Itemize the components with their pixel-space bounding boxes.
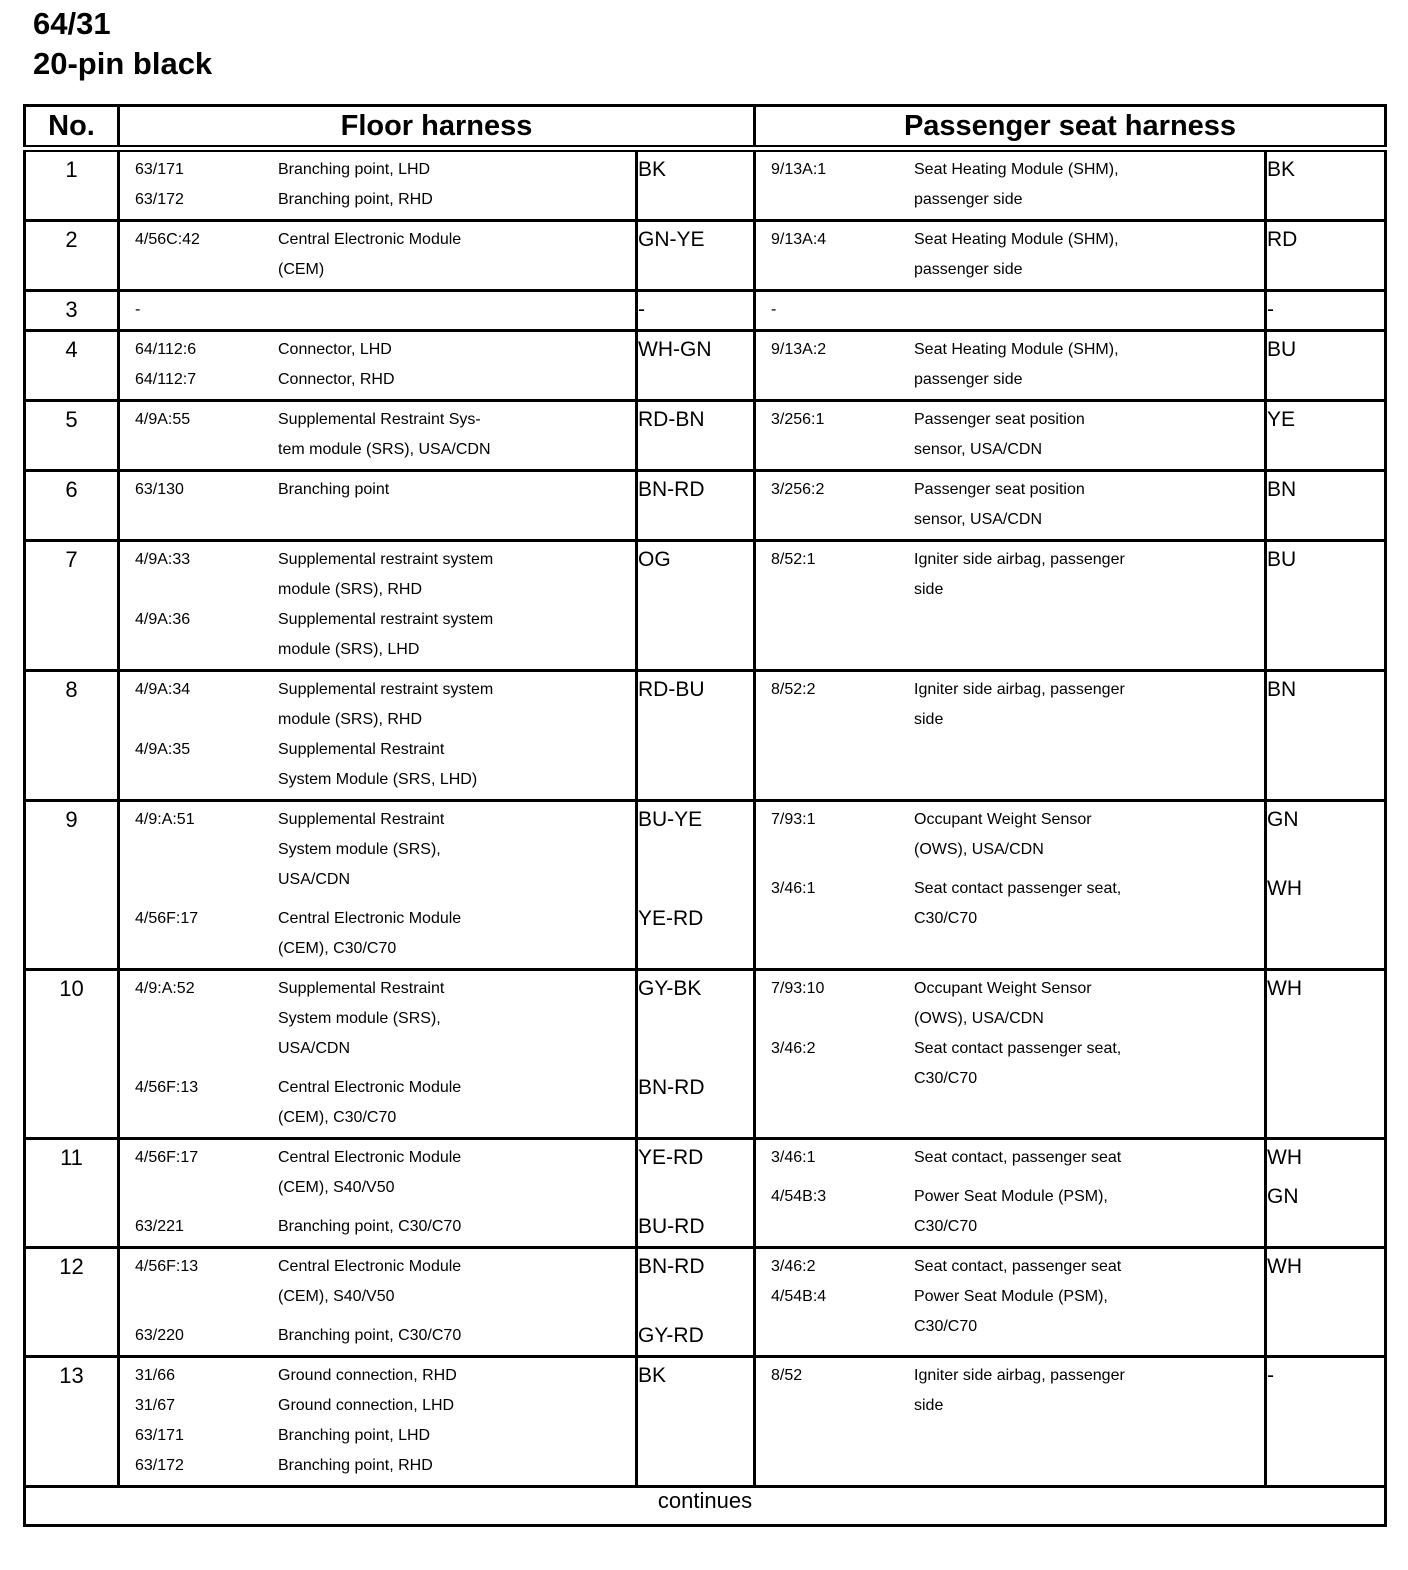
connection-description: Supplemental Restraint System module (SRS), USA/CDN <box>278 980 445 1057</box>
connection-description: Seat Heating Module (SHM), passenger side <box>914 341 1119 388</box>
table-header-row <box>25 106 1386 149</box>
table-row <box>25 221 1386 291</box>
table-row <box>25 671 1386 801</box>
connection-description: Supplemental restraint system module (SRS), RHD <box>278 551 494 598</box>
connector-reference: 3/46:2 <box>771 1040 816 1057</box>
connection-entry <box>135 1421 635 1451</box>
connection-entry <box>771 805 1264 865</box>
connector-reference: 63/171 <box>135 161 184 178</box>
wire-color: BN-RD <box>638 1255 705 1278</box>
connection-description: Connector, RHD <box>278 371 395 388</box>
connection-description: Supplemental restraint system module (SRS), LHD <box>278 611 494 658</box>
connection-entry <box>771 335 1264 395</box>
wire-color: BN <box>1267 478 1297 501</box>
seat-harness-wire-colors <box>1266 401 1386 471</box>
connector-reference: 8/52 <box>771 1367 803 1384</box>
connection-entry <box>771 225 1264 285</box>
floor-harness-connections <box>119 221 637 291</box>
header-passenger-seat-harness: Passenger seat harness <box>755 106 1386 149</box>
connection-entry <box>135 1451 635 1481</box>
floor-harness-wire-colors <box>637 671 755 801</box>
pin-number-text: 13 <box>59 1363 84 1388</box>
pin-number-text: 12 <box>59 1254 84 1279</box>
connector-reference: 3/46:2 <box>771 1258 816 1275</box>
connector-reference: 4/9A:36 <box>135 611 191 628</box>
seat-harness-connections <box>755 1139 1266 1248</box>
seat-harness-wire-colors <box>1266 1248 1386 1357</box>
pin-number <box>25 1139 119 1248</box>
wire-color: GY-BK <box>638 977 702 1000</box>
connection-entry <box>135 1252 635 1312</box>
connector-heading <box>33 4 212 84</box>
connection-entry <box>135 1321 635 1351</box>
connector-reference: 8/52:1 <box>771 551 816 568</box>
connector-type: 20-pin black <box>33 46 213 81</box>
connection-entry <box>135 545 635 605</box>
seat-harness-wire-colors <box>1266 801 1386 970</box>
connector-reference: 4/56C:42 <box>135 231 200 248</box>
wire-color: YE <box>1267 408 1296 431</box>
connection-description: Supplemental Restraint System module (SRS), USA/CDN <box>278 811 445 888</box>
wire-color: BK <box>638 1364 667 1387</box>
connection-description: Seat Heating Module (SHM), passenger side <box>914 231 1119 278</box>
connection-description: Branching point, C30/C70 <box>278 1218 462 1235</box>
connection-description: Seat contact, passenger seat <box>914 1258 1122 1275</box>
connector-reference: 3/256:2 <box>771 481 825 498</box>
table-row <box>25 801 1386 970</box>
connection-entry <box>135 675 635 735</box>
wire-color: WH <box>1267 877 1302 900</box>
floor-harness-wire-colors <box>637 541 755 671</box>
floor-harness-connections <box>119 401 637 471</box>
floor-harness-wire-colors <box>637 221 755 291</box>
wire-color: RD-BU <box>638 678 705 701</box>
connection-entry <box>135 904 635 964</box>
wire-color: - <box>1267 1364 1274 1387</box>
floor-harness-connections <box>119 471 637 541</box>
seat-harness-connections <box>755 149 1266 221</box>
connection-entry <box>135 365 635 395</box>
connector-reference: 4/9A:33 <box>135 551 191 568</box>
connection-entry <box>135 185 635 215</box>
connection-entry <box>135 1143 635 1203</box>
connection-entry <box>135 1212 635 1242</box>
pin-number <box>25 671 119 801</box>
connection-entry <box>771 974 1264 1034</box>
wire-color: GN-YE <box>638 228 705 251</box>
connection-entry <box>135 605 635 665</box>
floor-harness-connections <box>119 671 637 801</box>
connector-reference: 63/221 <box>135 1218 184 1235</box>
connection-description: Igniter side airbag, passenger side <box>914 551 1125 598</box>
connector-reference: 7/93:1 <box>771 811 816 828</box>
connection-description: Branching point, LHD <box>278 161 431 178</box>
seat-harness-connections <box>755 1357 1266 1487</box>
connection-description: Ground connection, RHD <box>278 1367 457 1384</box>
connector-reference: 63/220 <box>135 1327 184 1344</box>
connection-description: Passenger seat position sensor, USA/CDN <box>914 411 1085 458</box>
connector-reference: 4/56F:13 <box>135 1258 199 1275</box>
seat-harness-wire-colors <box>1266 970 1386 1139</box>
connection-entry <box>135 974 635 1064</box>
connection-entry <box>771 295 1264 325</box>
pin-number-text: 1 <box>65 157 78 182</box>
wire-color: YE-RD <box>638 1146 704 1169</box>
connection-description: Occupant Weight Sensor (OWS), USA/CDN <box>914 811 1092 858</box>
seat-harness-connections <box>755 671 1266 801</box>
connection-entry <box>771 405 1264 465</box>
seat-harness-wire-colors <box>1266 471 1386 541</box>
connector-reference: - <box>771 301 777 318</box>
connector-reference: 3/46:1 <box>771 880 816 897</box>
seat-harness-connections <box>755 801 1266 970</box>
floor-harness-connections <box>119 541 637 671</box>
floor-harness-connections <box>119 1357 637 1487</box>
pin-number-text: 7 <box>65 547 78 572</box>
connector-reference: 4/54B:3 <box>771 1188 827 1205</box>
seat-harness-connections <box>755 291 1266 331</box>
pin-number <box>25 541 119 671</box>
connection-entry <box>135 475 635 505</box>
wire-color: GY-RD <box>638 1324 704 1347</box>
wire-color: GN <box>1267 808 1299 831</box>
connection-description: Branching point, RHD <box>278 191 433 208</box>
table-row <box>25 291 1386 331</box>
connector-reference: 4/56F:17 <box>135 910 199 927</box>
connector-reference: 64/112:6 <box>135 341 197 358</box>
table-row <box>25 149 1386 221</box>
connector-id: 64/31 <box>33 6 111 41</box>
table-row <box>25 471 1386 541</box>
seat-harness-wire-colors <box>1266 541 1386 671</box>
connection-description: Central Electronic Module (CEM), S40/V50 <box>278 1149 462 1196</box>
connection-description: Seat contact passenger seat, C30/C70 <box>914 1040 1122 1087</box>
wire-color: BU <box>1267 548 1297 571</box>
floor-harness-wire-colors <box>637 1248 755 1357</box>
continues-note: continues <box>25 1487 1386 1526</box>
pin-table-body <box>25 149 1386 1487</box>
table-row <box>25 1139 1386 1248</box>
seat-harness-connections <box>755 331 1266 401</box>
connection-description: Central Electronic Module (CEM), S40/V50 <box>278 1258 462 1305</box>
connector-reference: 31/67 <box>135 1397 176 1414</box>
connection-description: Power Seat Module (PSM), C30/C70 <box>914 1288 1108 1335</box>
connector-reference: 4/56F:13 <box>135 1079 199 1096</box>
connector-reference: 9/13A:2 <box>771 341 827 358</box>
connection-entry <box>135 225 635 285</box>
wire-color: RD <box>1267 228 1298 251</box>
connection-entry <box>771 1282 1264 1342</box>
pin-number-text: 6 <box>65 477 78 502</box>
connection-entry <box>771 1182 1264 1242</box>
wire-color: BN-RD <box>638 478 705 501</box>
pin-number-text: 11 <box>60 1145 83 1170</box>
floor-harness-connections <box>119 1248 637 1357</box>
connector-reference: 3/46:1 <box>771 1149 816 1166</box>
connection-entry <box>771 1361 1264 1421</box>
seat-harness-connections <box>755 541 1266 671</box>
wire-color: - <box>1267 298 1274 321</box>
connection-entry <box>135 335 635 365</box>
floor-harness-wire-colors <box>637 1139 755 1248</box>
pin-number <box>25 221 119 291</box>
seat-harness-wire-colors <box>1266 291 1386 331</box>
floor-harness-wire-colors <box>637 149 755 221</box>
connection-entry <box>771 155 1264 215</box>
connection-description <box>278 295 635 325</box>
floor-harness-connections <box>119 970 637 1139</box>
seat-harness-connections <box>755 1248 1266 1357</box>
wire-color: BU-YE <box>638 808 703 831</box>
seat-harness-wire-colors <box>1266 331 1386 401</box>
connection-entry <box>135 1073 635 1133</box>
connection-description: Connector, LHD <box>278 341 392 358</box>
floor-harness-wire-colors <box>637 471 755 541</box>
floor-harness-connections <box>119 1139 637 1248</box>
pin-number <box>25 471 119 541</box>
wire-color: WH-GN <box>638 338 712 361</box>
pin-number-text: 2 <box>65 227 78 252</box>
connection-description: Ground connection, LHD <box>278 1397 455 1414</box>
floor-harness-connections <box>119 291 637 331</box>
table-row <box>25 970 1386 1139</box>
seat-harness-wire-colors <box>1266 221 1386 291</box>
table-row <box>25 541 1386 671</box>
connector-reference: 3/256:1 <box>771 411 825 428</box>
connection-description: Seat contact, passenger seat <box>914 1149 1122 1166</box>
connector-reference: 8/52:2 <box>771 681 816 698</box>
connection-entry <box>135 405 635 465</box>
seat-harness-connections <box>755 970 1266 1139</box>
connection-entry <box>135 1361 635 1391</box>
pin-number-text: 5 <box>65 407 78 432</box>
connector-reference: 31/66 <box>135 1367 176 1384</box>
connection-entry <box>771 675 1264 735</box>
connection-description <box>914 295 1264 325</box>
connector-reference: 63/171 <box>135 1427 184 1444</box>
connection-entry <box>135 155 635 185</box>
connector-reference: - <box>135 301 141 318</box>
pin-number <box>25 331 119 401</box>
table-row <box>25 1357 1386 1487</box>
connector-reference: 63/172 <box>135 1457 184 1474</box>
floor-harness-connections <box>119 801 637 970</box>
connector-reference: 63/130 <box>135 481 184 498</box>
connector-reference: 7/93:10 <box>771 980 825 997</box>
connection-entry <box>771 1034 1264 1094</box>
pin-number <box>25 970 119 1139</box>
wire-color: - <box>638 298 645 321</box>
connector-reference: 9/13A:4 <box>771 231 827 248</box>
connector-reference: 4/9A:34 <box>135 681 191 698</box>
pin-number <box>25 801 119 970</box>
pin-number-text: 4 <box>65 337 78 362</box>
wire-color: WH <box>1267 977 1302 1000</box>
connection-description: Branching point, LHD <box>278 1427 431 1444</box>
connector-reference: 63/172 <box>135 191 184 208</box>
wire-color: OG <box>638 548 671 571</box>
pin-number-text: 3 <box>65 297 78 322</box>
connection-entry <box>135 1391 635 1421</box>
wire-color: RD-BN <box>638 408 705 431</box>
connection-entry <box>135 735 635 795</box>
wire-color: BK <box>638 158 667 181</box>
floor-harness-wire-colors <box>637 291 755 331</box>
floor-harness-wire-colors <box>637 970 755 1139</box>
connection-description: Supplemental restraint system module (SRS), RHD <box>278 681 494 728</box>
pin-number-text: 9 <box>65 807 78 832</box>
floor-harness-wire-colors <box>637 1357 755 1487</box>
seat-harness-connections <box>755 221 1266 291</box>
table-row <box>25 401 1386 471</box>
connector-reference: 9/13A:1 <box>771 161 827 178</box>
connection-description: Central Electronic Module (CEM), C30/C70 <box>278 910 462 957</box>
connection-entry <box>135 295 635 325</box>
floor-harness-connections <box>119 331 637 401</box>
wire-color: WH <box>1267 1255 1302 1278</box>
wire-color: BU-RD <box>638 1215 705 1238</box>
connection-entry <box>771 475 1264 535</box>
wire-color: WH <box>1267 1146 1302 1169</box>
footer-row <box>25 1487 1386 1526</box>
connector-reference: 4/9:A:52 <box>135 980 195 997</box>
table-row <box>25 1248 1386 1357</box>
pin-number-text: 8 <box>65 677 78 702</box>
wire-color: BN-RD <box>638 1076 705 1099</box>
seat-harness-wire-colors <box>1266 1357 1386 1487</box>
pin-table <box>23 104 1387 1527</box>
connection-entry <box>771 1252 1264 1282</box>
connector-reference: 64/112:7 <box>135 371 197 388</box>
connector-reference: 4/9A:55 <box>135 411 191 428</box>
seat-harness-connections <box>755 471 1266 541</box>
connection-description: Supplemental Restraint Sys- tem module (SRS), USA/CDN <box>278 411 491 458</box>
connection-description: Power Seat Module (PSM), C30/C70 <box>914 1188 1108 1235</box>
seat-harness-wire-colors <box>1266 149 1386 221</box>
seat-harness-wire-colors <box>1266 671 1386 801</box>
connection-description: Igniter side airbag, passenger side <box>914 681 1125 728</box>
connection-description: Central Electronic Module (CEM), C30/C70 <box>278 1079 462 1126</box>
header-no: No. <box>25 106 119 149</box>
wire-color: BK <box>1267 158 1296 181</box>
connection-entry <box>135 805 635 895</box>
connection-description: Occupant Weight Sensor (OWS), USA/CDN <box>914 980 1092 1027</box>
connection-entry <box>771 1143 1264 1173</box>
pin-number <box>25 1248 119 1357</box>
seat-harness-wire-colors <box>1266 1139 1386 1248</box>
connection-description: Supplemental Restraint System Module (SRS, LHD) <box>278 741 478 788</box>
header-floor-harness: Floor harness <box>119 106 755 149</box>
floor-harness-connections <box>119 149 637 221</box>
wire-color: BN <box>1267 678 1297 701</box>
wire-color: GN <box>1267 1185 1299 1208</box>
connection-description: Igniter side airbag, passenger side <box>914 1367 1125 1414</box>
connection-description: Branching point, C30/C70 <box>278 1327 462 1344</box>
connection-entry <box>771 545 1264 605</box>
pin-number <box>25 401 119 471</box>
floor-harness-wire-colors <box>637 331 755 401</box>
pin-number-text: 10 <box>59 976 84 1001</box>
connection-description: Central Electronic Module (CEM) <box>278 231 462 278</box>
seat-harness-connections <box>755 401 1266 471</box>
wire-color: YE-RD <box>638 907 704 930</box>
pin-number <box>25 291 119 331</box>
connection-description: Branching point <box>278 481 390 498</box>
floor-harness-wire-colors <box>637 801 755 970</box>
pin-number <box>25 149 119 221</box>
connector-reference: 4/54B:4 <box>771 1288 827 1305</box>
floor-harness-wire-colors <box>637 401 755 471</box>
wire-color: BU <box>1267 338 1297 361</box>
table-row <box>25 331 1386 401</box>
connector-reference: 4/9:A:51 <box>135 811 195 828</box>
connection-description: Seat contact passenger seat, C30/C70 <box>914 880 1122 927</box>
connection-description: Passenger seat position sensor, USA/CDN <box>914 481 1085 528</box>
connection-entry <box>771 874 1264 934</box>
pin-number <box>25 1357 119 1487</box>
connection-description: Branching point, RHD <box>278 1457 433 1474</box>
connection-description: Seat Heating Module (SHM), passenger side <box>914 161 1119 208</box>
connector-reference: 4/56F:17 <box>135 1149 199 1166</box>
connector-reference: 4/9A:35 <box>135 741 191 758</box>
